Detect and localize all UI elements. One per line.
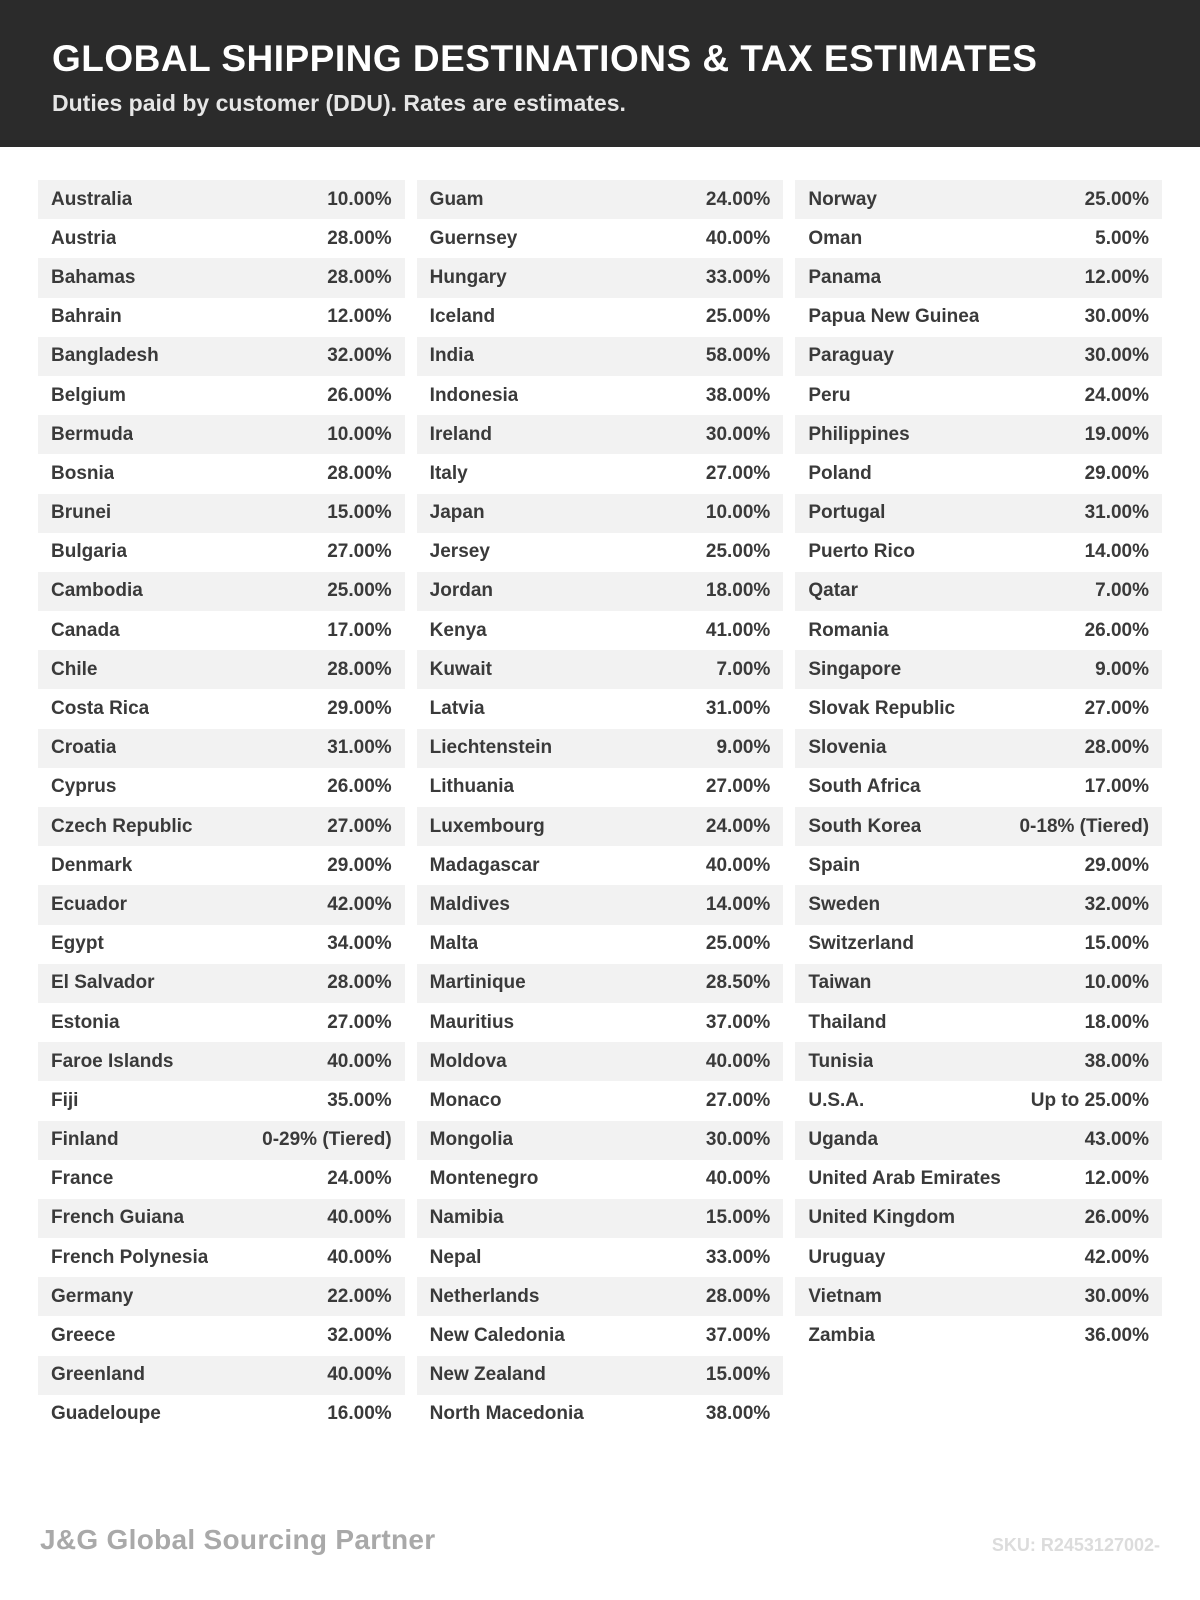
tax-rate: 31.00% xyxy=(705,698,771,720)
table-row xyxy=(417,1238,784,1277)
rate-column-3 xyxy=(795,180,1162,1356)
page-title: GLOBAL SHIPPING DESTINATIONS & TAX ESTIMATES xyxy=(52,38,1038,79)
table-row xyxy=(417,415,784,454)
tax-rate: 29.00% xyxy=(1084,462,1150,484)
tax-rate: 5.00% xyxy=(1095,227,1150,249)
tax-rate: 41.00% xyxy=(705,619,771,641)
tax-rate: 30.00% xyxy=(1084,1285,1150,1307)
tax-rate: 12.00% xyxy=(327,306,392,328)
country-name: New Caledonia xyxy=(429,1325,565,1347)
table-row xyxy=(417,337,784,376)
tax-rate: 42.00% xyxy=(1084,1246,1150,1268)
table-row xyxy=(38,572,405,611)
country-name: Indonesia xyxy=(429,384,519,406)
country-name: Jordan xyxy=(429,580,494,602)
country-name: Cyprus xyxy=(51,776,117,798)
table-row xyxy=(38,494,405,533)
table-row xyxy=(38,729,405,768)
tax-rate: 29.00% xyxy=(1084,854,1150,876)
table-row xyxy=(417,298,784,337)
footer xyxy=(0,1524,1200,1600)
table-row xyxy=(795,1277,1162,1316)
table-row xyxy=(38,1160,405,1199)
tax-rate: 22.00% xyxy=(327,1285,392,1307)
country-name: Switzerland xyxy=(808,933,914,955)
table-row xyxy=(417,219,784,258)
country-name: Poland xyxy=(808,462,872,484)
country-name: Lithuania xyxy=(429,776,515,798)
table-row xyxy=(795,846,1162,885)
tax-rate: 31.00% xyxy=(1084,502,1150,524)
country-name: Puerto Rico xyxy=(808,541,915,563)
table-row xyxy=(38,298,405,337)
table-row xyxy=(417,1003,784,1042)
table-row xyxy=(795,807,1162,846)
page-subtitle: Duties paid by customer (DDU). Rates are estimates. xyxy=(52,90,626,116)
table-row xyxy=(417,964,784,1003)
country-name: Bosnia xyxy=(51,462,115,484)
tax-rate: 28.00% xyxy=(327,227,392,249)
table-row xyxy=(417,650,784,689)
country-name: Romania xyxy=(808,619,889,641)
country-name: Greenland xyxy=(51,1364,145,1386)
country-name: Cambodia xyxy=(51,580,143,602)
header-banner xyxy=(0,0,1200,147)
table-row xyxy=(38,925,405,964)
table-row xyxy=(417,494,784,533)
tax-rate: 15.00% xyxy=(327,502,392,524)
country-name: Peru xyxy=(808,384,851,406)
table-row xyxy=(417,1199,784,1238)
table-row xyxy=(417,768,784,807)
tax-rate: 28.00% xyxy=(327,462,392,484)
table-row xyxy=(38,1395,405,1434)
table-row xyxy=(417,1042,784,1081)
country-name: Hungary xyxy=(429,266,507,288)
country-name: Madagascar xyxy=(429,854,540,876)
country-name: South Africa xyxy=(808,776,921,798)
country-name: United Arab Emirates xyxy=(808,1168,1001,1190)
country-name: Bulgaria xyxy=(51,541,128,563)
table-row xyxy=(417,1121,784,1160)
tax-rate: 30.00% xyxy=(705,423,771,445)
tax-rate: 17.00% xyxy=(1084,776,1150,798)
table-row xyxy=(38,1042,405,1081)
tax-rate: 24.00% xyxy=(705,815,771,837)
table-row xyxy=(38,846,405,885)
tax-rate-table xyxy=(0,147,1200,1524)
country-name: Japan xyxy=(429,502,485,524)
table-row xyxy=(38,885,405,924)
country-name: South Korea xyxy=(808,815,922,837)
table-row xyxy=(417,846,784,885)
tax-rate: 12.00% xyxy=(1084,1168,1150,1190)
table-row xyxy=(417,572,784,611)
table-row xyxy=(38,180,405,219)
country-name: Guam xyxy=(429,188,484,210)
table-row xyxy=(795,494,1162,533)
country-name: Germany xyxy=(51,1285,134,1307)
country-name: Denmark xyxy=(51,854,133,876)
table-row xyxy=(795,1199,1162,1238)
tax-rate: 29.00% xyxy=(327,698,392,720)
tax-rate: 28.00% xyxy=(327,266,392,288)
table-row xyxy=(795,1316,1162,1355)
tax-rate: 16.00% xyxy=(327,1403,392,1425)
table-row xyxy=(38,533,405,572)
tax-rate: 25.00% xyxy=(705,541,771,563)
tax-rate: 58.00% xyxy=(705,345,771,367)
tax-rate: 30.00% xyxy=(1084,345,1150,367)
tax-rate: 17.00% xyxy=(327,619,392,641)
tax-rate: 40.00% xyxy=(705,854,771,876)
tax-rate: 9.00% xyxy=(716,737,771,759)
tax-rate: 33.00% xyxy=(705,1246,771,1268)
tax-rate: 26.00% xyxy=(327,384,392,406)
country-name: Mongolia xyxy=(429,1129,514,1151)
tax-rate: 7.00% xyxy=(1095,580,1150,602)
tax-rate: 29.00% xyxy=(327,854,392,876)
tax-rate: 24.00% xyxy=(327,1168,392,1190)
country-name: Guernsey xyxy=(429,227,518,249)
table-row xyxy=(795,258,1162,297)
country-name: Chile xyxy=(51,658,98,680)
country-name: Bahamas xyxy=(51,266,136,288)
table-row xyxy=(795,1003,1162,1042)
table-row xyxy=(38,376,405,415)
table-row xyxy=(795,611,1162,650)
country-name: Bangladesh xyxy=(51,345,159,367)
country-name: Thailand xyxy=(808,1011,887,1033)
country-name: Taiwan xyxy=(808,972,872,994)
country-name: Bermuda xyxy=(51,423,134,445)
country-name: Norway xyxy=(808,188,877,210)
table-row xyxy=(417,1356,784,1395)
tax-rate: 24.00% xyxy=(1084,384,1150,406)
country-name: Luxembourg xyxy=(429,815,545,837)
tax-rate: Up to 25.00% xyxy=(1030,1089,1150,1111)
country-name: Qatar xyxy=(808,580,858,602)
table-row xyxy=(795,885,1162,924)
country-name: Belgium xyxy=(51,384,126,406)
country-name: Zambia xyxy=(808,1325,875,1347)
table-row xyxy=(38,611,405,650)
table-row xyxy=(417,1316,784,1355)
table-row xyxy=(795,454,1162,493)
country-name: Papua New Guinea xyxy=(808,306,980,328)
country-name: Australia xyxy=(51,188,133,210)
country-name: Liechtenstein xyxy=(429,737,553,759)
tax-rate: 31.00% xyxy=(327,737,392,759)
country-name: Fiji xyxy=(51,1089,79,1111)
country-name: Canada xyxy=(51,619,120,641)
country-name: Philippines xyxy=(808,423,910,445)
tax-rate: 28.00% xyxy=(705,1285,771,1307)
country-name: Monaco xyxy=(429,1089,502,1111)
tax-rate: 40.00% xyxy=(705,1168,771,1190)
country-name: Latvia xyxy=(429,698,485,720)
country-name: Guadeloupe xyxy=(51,1403,161,1425)
table-row xyxy=(38,807,405,846)
tax-rate: 37.00% xyxy=(705,1325,771,1347)
table-row xyxy=(38,1277,405,1316)
tax-rate: 10.00% xyxy=(1084,972,1150,994)
table-row xyxy=(417,376,784,415)
table-row xyxy=(417,729,784,768)
table-row xyxy=(38,964,405,1003)
table-row xyxy=(795,650,1162,689)
table-row xyxy=(38,1356,405,1395)
tax-rate: 32.00% xyxy=(1084,893,1150,915)
rate-column-2 xyxy=(417,180,784,1434)
country-name: Faroe Islands xyxy=(51,1050,174,1072)
tax-rate: 35.00% xyxy=(327,1089,392,1111)
table-row xyxy=(795,964,1162,1003)
tax-rate: 7.00% xyxy=(716,658,771,680)
table-row xyxy=(795,1238,1162,1277)
tax-rate: 12.00% xyxy=(1084,266,1150,288)
table-row xyxy=(38,1003,405,1042)
country-name: Bahrain xyxy=(51,306,122,328)
table-row xyxy=(795,925,1162,964)
tax-rate: 25.00% xyxy=(705,306,771,328)
rate-column-1 xyxy=(38,180,405,1434)
tax-rate: 28.00% xyxy=(327,658,392,680)
country-name: Kenya xyxy=(429,619,487,641)
tax-rate: 14.00% xyxy=(1084,541,1150,563)
table-row xyxy=(38,1081,405,1120)
table-row xyxy=(795,1042,1162,1081)
country-name: Iceland xyxy=(429,306,496,328)
country-name: French Guiana xyxy=(51,1207,185,1229)
table-row xyxy=(417,454,784,493)
country-name: Slovenia xyxy=(808,737,887,759)
table-row xyxy=(795,689,1162,728)
country-name: France xyxy=(51,1168,114,1190)
table-row xyxy=(795,298,1162,337)
table-row xyxy=(795,1160,1162,1199)
brand-name: J&G Global Sourcing Partner xyxy=(40,1524,436,1555)
country-name: India xyxy=(429,345,475,367)
sku-label: SKU: R2453127002- xyxy=(991,1535,1160,1555)
tax-rate: 37.00% xyxy=(705,1011,771,1033)
country-name: North Macedonia xyxy=(429,1403,584,1425)
country-name: Nepal xyxy=(429,1246,482,1268)
country-name: Netherlands xyxy=(429,1285,540,1307)
country-name: Slovak Republic xyxy=(808,698,956,720)
country-name: Egypt xyxy=(51,933,104,955)
country-name: Croatia xyxy=(51,737,117,759)
country-name: Vietnam xyxy=(808,1285,882,1307)
tax-rate: 27.00% xyxy=(705,1089,771,1111)
table-row xyxy=(795,533,1162,572)
tax-rate: 43.00% xyxy=(1084,1129,1150,1151)
table-row xyxy=(795,415,1162,454)
country-name: Ecuador xyxy=(51,893,128,915)
country-name: United Kingdom xyxy=(808,1207,956,1229)
table-row xyxy=(38,337,405,376)
table-row xyxy=(417,689,784,728)
country-name: Paraguay xyxy=(808,345,894,367)
country-name: Portugal xyxy=(808,502,886,524)
country-name: Moldova xyxy=(429,1050,507,1072)
tax-rate: 32.00% xyxy=(327,345,392,367)
table-row xyxy=(417,1160,784,1199)
tax-rate: 36.00% xyxy=(1084,1325,1150,1347)
tax-rate: 10.00% xyxy=(327,188,392,210)
country-name: Panama xyxy=(808,266,882,288)
country-name: Mauritius xyxy=(429,1011,515,1033)
table-row xyxy=(795,1081,1162,1120)
country-name: Estonia xyxy=(51,1011,120,1033)
tax-rate: 40.00% xyxy=(327,1207,392,1229)
tax-rate: 30.00% xyxy=(1084,306,1150,328)
tax-rate: 38.00% xyxy=(1084,1050,1150,1072)
country-name: Sweden xyxy=(808,893,881,915)
table-row xyxy=(417,533,784,572)
tax-rate: 27.00% xyxy=(705,462,771,484)
table-row xyxy=(795,572,1162,611)
table-row xyxy=(795,1121,1162,1160)
tax-rate: 18.00% xyxy=(1084,1011,1150,1033)
table-row xyxy=(417,885,784,924)
tax-rate: 32.00% xyxy=(327,1325,392,1347)
country-name: Brunei xyxy=(51,502,112,524)
table-row xyxy=(795,376,1162,415)
table-row xyxy=(417,1395,784,1434)
tax-rate: 40.00% xyxy=(705,1050,771,1072)
table-row xyxy=(38,258,405,297)
country-name: New Zealand xyxy=(429,1364,546,1386)
table-row xyxy=(38,219,405,258)
table-row xyxy=(38,415,405,454)
tax-rate: 40.00% xyxy=(327,1246,392,1268)
tax-rate: 27.00% xyxy=(327,815,392,837)
tax-rate: 38.00% xyxy=(705,384,771,406)
country-name: Martinique xyxy=(429,972,526,994)
table-row xyxy=(417,1277,784,1316)
country-name: Jersey xyxy=(429,541,490,563)
table-row xyxy=(795,337,1162,376)
tax-rate: 15.00% xyxy=(705,1364,771,1386)
tax-rate: 28.50% xyxy=(705,972,771,994)
table-row xyxy=(795,729,1162,768)
tax-rate: 26.00% xyxy=(1084,1207,1150,1229)
tax-rate: 34.00% xyxy=(327,933,392,955)
tax-rate: 28.00% xyxy=(327,972,392,994)
country-name: Costa Rica xyxy=(51,698,150,720)
table-row xyxy=(795,768,1162,807)
tax-rate: 25.00% xyxy=(327,580,392,602)
table-row xyxy=(38,1121,405,1160)
tax-rate: 10.00% xyxy=(327,423,392,445)
tax-rate: 27.00% xyxy=(1084,698,1150,720)
country-name: Greece xyxy=(51,1325,116,1347)
table-row xyxy=(38,650,405,689)
country-name: Uganda xyxy=(808,1129,879,1151)
tax-rate: 15.00% xyxy=(705,1207,771,1229)
table-row xyxy=(417,258,784,297)
country-name: Namibia xyxy=(429,1207,504,1229)
country-name: Montenegro xyxy=(429,1168,539,1190)
country-name: Italy xyxy=(429,462,468,484)
tax-rate: 15.00% xyxy=(1084,933,1150,955)
tax-rate: 26.00% xyxy=(327,776,392,798)
country-name: Spain xyxy=(808,854,861,876)
country-name: Malta xyxy=(429,933,479,955)
tax-rate: 25.00% xyxy=(705,933,771,955)
tax-rate: 26.00% xyxy=(1084,619,1150,641)
tax-rate: 0-18% (Tiered) xyxy=(1019,815,1150,837)
table-row xyxy=(38,454,405,493)
country-name: Singapore xyxy=(808,658,902,680)
tax-rate: 0-29% (Tiered) xyxy=(262,1129,392,1151)
tax-rate: 40.00% xyxy=(705,227,771,249)
tax-rate: 14.00% xyxy=(705,893,771,915)
country-name: Austria xyxy=(51,227,117,249)
country-name: Tunisia xyxy=(808,1050,874,1072)
table-row xyxy=(38,1316,405,1355)
country-name: U.S.A. xyxy=(808,1089,865,1111)
tax-rate: 18.00% xyxy=(705,580,771,602)
table-row xyxy=(417,925,784,964)
tax-rate: 27.00% xyxy=(705,776,771,798)
country-name: Czech Republic xyxy=(51,815,193,837)
table-row xyxy=(417,611,784,650)
tax-rate: 38.00% xyxy=(705,1403,771,1425)
country-name: Maldives xyxy=(429,893,510,915)
tax-rate: 25.00% xyxy=(1084,188,1150,210)
tax-rate: 40.00% xyxy=(327,1364,392,1386)
table-row xyxy=(417,180,784,219)
tax-rate: 28.00% xyxy=(1084,737,1150,759)
table-row xyxy=(417,1081,784,1120)
country-name: El Salvador xyxy=(51,972,155,994)
country-name: Oman xyxy=(808,227,863,249)
table-row xyxy=(795,219,1162,258)
tax-rate: 42.00% xyxy=(327,893,392,915)
table-row xyxy=(38,689,405,728)
tax-rate: 40.00% xyxy=(327,1050,392,1072)
tax-rate: 9.00% xyxy=(1095,658,1150,680)
table-row xyxy=(38,1238,405,1277)
tax-rate: 27.00% xyxy=(327,1011,392,1033)
country-name: Ireland xyxy=(429,423,492,445)
country-name: Kuwait xyxy=(429,658,492,680)
tax-rate: 10.00% xyxy=(705,502,771,524)
table-row xyxy=(38,768,405,807)
country-name: French Polynesia xyxy=(51,1246,209,1268)
tax-rate: 33.00% xyxy=(705,266,771,288)
table-row xyxy=(417,807,784,846)
tax-rate: 19.00% xyxy=(1084,423,1150,445)
table-row xyxy=(795,180,1162,219)
tax-rate: 30.00% xyxy=(705,1129,771,1151)
country-name: Finland xyxy=(51,1129,119,1151)
tax-rate: 24.00% xyxy=(705,188,771,210)
country-name: Uruguay xyxy=(808,1246,886,1268)
table-row xyxy=(38,1199,405,1238)
tax-rate: 27.00% xyxy=(327,541,392,563)
